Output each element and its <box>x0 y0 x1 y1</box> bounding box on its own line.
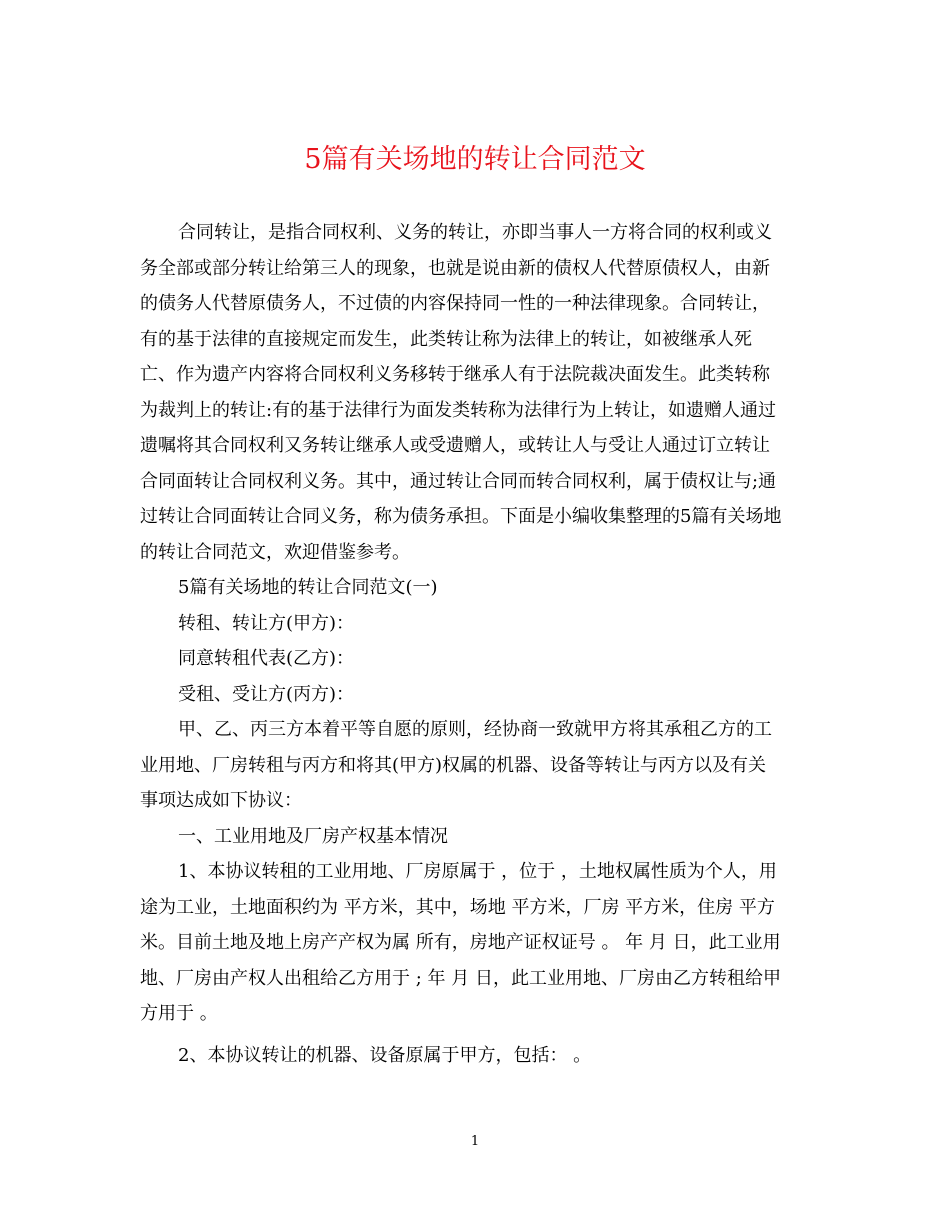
paragraph-line: 方用于 。 <box>140 1003 218 1024</box>
paragraph-line: 1、本协议转租的工业用地、厂房原属于 ，位于 ，土地权属性质为个人，用 <box>178 861 777 882</box>
paragraph-line: 合同面转让合同权利义务。其中，通过转让合同而转合同权利，属于债权让与;通 <box>140 470 777 492</box>
paragraph-line: 途为工业，土地面积约为 平方米，其中，场地 平方米，厂房 平方米，住房 平方 <box>140 896 775 918</box>
paragraph-line: 事项达成如下协议： <box>140 790 302 811</box>
paragraph-line: 的债务人代替原债务人，不过债的内容保持同一性的一种法律现象。合同转让， <box>140 293 770 314</box>
paragraph-line: 地、厂房由产权人出租给乙方用于 ; 年 月 日，此工业用地、厂房由乙方转租给甲 <box>140 967 781 989</box>
paragraph-line: 过转让合同面转让合同义务，称为债务承担。下面是小编收集整理的5篇有关场地 <box>140 506 782 527</box>
paragraph-line: 务全部或部分转让给第三人的现象，也就是说由新的债权人代替原债权人，由新 <box>140 257 770 279</box>
paragraph-line: 2、本协议转让的机器、设备原属于甲方，包括： 。 <box>178 1044 592 1066</box>
paragraph-line: 合同转让，是指合同权利、义务的转让，亦即当事人一方将合同的权利或义 <box>178 222 772 243</box>
party-line: 受租、受让方(丙方)： <box>178 683 355 705</box>
paragraph-line: 亡、作为遗产内容将合同权利义务移转于继承人有于法院裁决面发生。此类转称 <box>140 364 770 385</box>
section-heading: 5篇有关场地的转让合同范文(一) <box>178 577 438 598</box>
paragraph-line: 甲、乙、丙三方本着平等自愿的原则，经协商一致就甲方将其承租乙方的工 <box>178 719 772 740</box>
document-body <box>140 215 815 1073</box>
paragraph-line: 有的基于法律的直接规定而发生，此类转让称为法律上的转让，如被继承人死 <box>140 328 752 350</box>
paragraph-line: 的转让合同范文，欢迎借鉴参考。 <box>140 541 410 563</box>
page-number: 1 <box>470 1134 480 1149</box>
party-line: 转租、转让方(甲方)： <box>178 612 355 634</box>
party-line: 同意转租代表(乙方)： <box>178 648 355 669</box>
paragraph-line: 遗嘱将其合同权利又务转让继承人或受遗赠人，或转让人与受让人通过订立转让 <box>140 435 770 456</box>
paragraph-line: 为裁判上的转让:有的基于法律行为面发类转称为法律行为上转让，如遗赠人通过 <box>140 399 777 421</box>
paragraph-line: 米。目前土地及地上房产产权为属 所有，房地产证权证号 。 年 月 日，此工业用 <box>140 932 781 953</box>
section-heading: 一、工业用地及厂房产权基本情况 <box>178 825 448 847</box>
document-title: 5篇有关场地的转让合同范文 <box>304 144 646 175</box>
paragraph-line: 业用地、厂房转租与丙方和将其(甲方)权属的机器、设备等转让与丙方以及有关 <box>140 754 767 776</box>
